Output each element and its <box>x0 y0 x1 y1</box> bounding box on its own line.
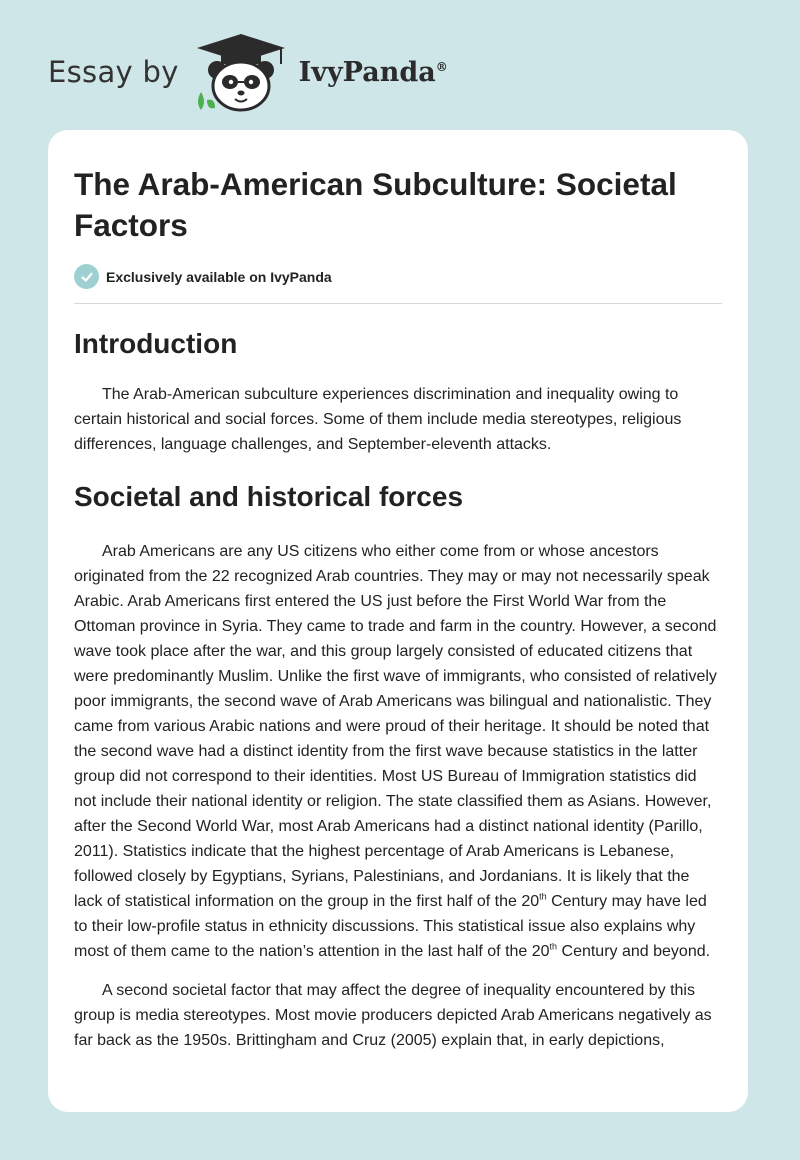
site-brand[interactable] <box>48 30 448 114</box>
body-paragraph: A second societal factor that may affect the degree of inequality encountered by this group is media stereotypes. Most movie producers depicted Arab Americans negatively as far back as the 1950s. Brittingham and Cruz (2005) explain that, in early depictions, <box>74 982 712 1049</box>
registered-mark: ® <box>435 59 448 74</box>
essay-card <box>48 130 748 1112</box>
intro-paragraph: The Arab-American subculture experiences discrimination and inequality owing to certain historical and social forces. Some of them include media stereotypes, religious differences, language challenges, and September-eleventh attacks. <box>74 386 682 453</box>
brand-name: IvyPanda® <box>298 56 448 88</box>
panda-logo-icon <box>193 30 289 114</box>
exclusive-badge <box>74 264 722 304</box>
checkmark-icon <box>74 264 99 289</box>
heading-societal-forces: Societal and historical forces <box>74 481 464 512</box>
body-paragraph: Arab Americans are any US citizens who either come from or whose ancestors originated from the 22 recognized Arab countries. They may or may not necessarily speak Arabic. Arab Americans first entered the US just before the First World War from the Ottoman province in Syria. They came to trade and farm in the country. However, a second wave took place after the war, and this group largely consisted of educated citizens that were predominantly Muslim. Unlike the first wave of immigrants, who consisted of relatively poor immigrants, the second wave of Arab Americans was bilingual and nationalistic. They came from various Arabic nations and were proud of their heritage. It should be noted that the second wave had a distinct identity from the first wave because statistics in the latter group did not correspond to their identities. Most US Bureau of Immigration statistics did not include their national identity or religion. The state classified them as Asians. However, after the Second World War, most Arab Americans had a distinct national identity (Parillo, 2011). Statistics indicate that the highest percentage of Arab Americans is Lebanese, followed closely by Egyptians, Syrians, Palestinians, and Jordanians. It is likely that the lack of statistical information on the group in the first half of the 20th Century may have led to their low-profile status in ethnicity discussions. This statistical issue also explains why most of them came to the nation’s attention in the last half of the 20th Century and beyond. <box>74 543 717 960</box>
heading-introduction: Introduction <box>74 328 238 359</box>
brand-prefix: Essay by <box>48 55 179 89</box>
superscript: th <box>539 891 547 902</box>
badge-text: Exclusively available on IvyPanda <box>106 268 332 285</box>
superscript: th <box>549 941 558 952</box>
page-title: The Arab-American Subculture: Societal Factors <box>74 166 677 243</box>
